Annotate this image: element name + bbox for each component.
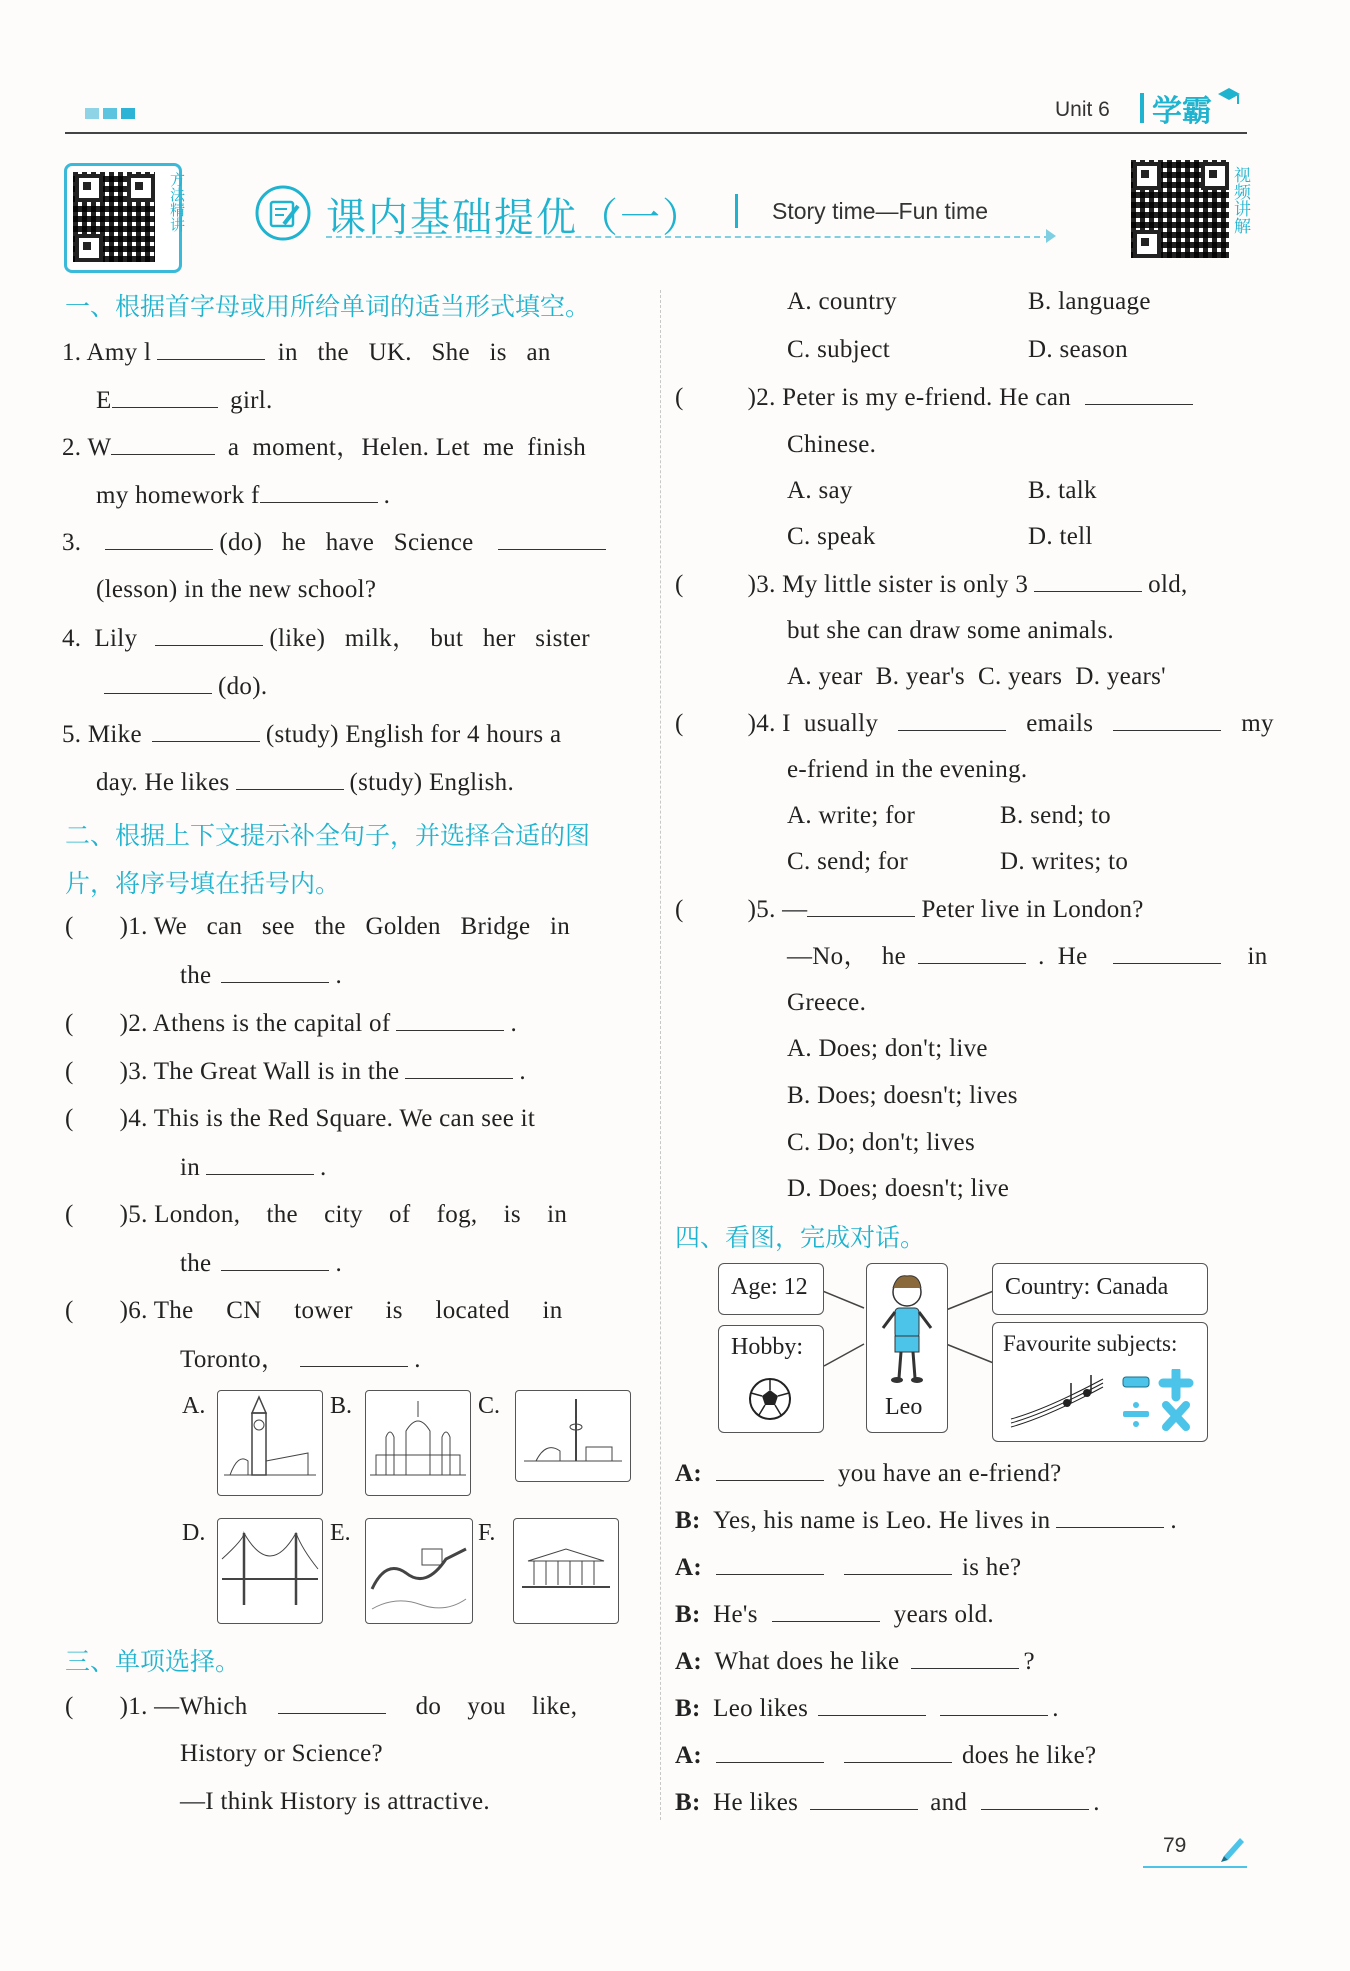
speaker-b: B: bbox=[675, 1507, 701, 1534]
subjects-text: Favourite subjects: bbox=[1003, 1331, 1178, 1356]
s1-q3-blank2[interactable] bbox=[498, 527, 606, 550]
s3-q3-blank[interactable] bbox=[1034, 569, 1142, 592]
great-wall-picture[interactable] bbox=[365, 1518, 473, 1624]
dialog-4-text-b: years old. bbox=[893, 1601, 994, 1628]
dialog-6-blank2[interactable] bbox=[940, 1693, 1048, 1716]
grad-cap-icon bbox=[1216, 86, 1242, 108]
s3-q5-line3: Greece. bbox=[787, 989, 867, 1016]
pencil-icon bbox=[1218, 1832, 1248, 1862]
parthenon-icon bbox=[514, 1519, 618, 1623]
dialog-6-text: Leo likes bbox=[713, 1695, 809, 1722]
s1-q5-blank2[interactable] bbox=[236, 767, 344, 790]
dialog-4-text-a: He's bbox=[713, 1601, 758, 1628]
sec3-title: 三、单项选择。 bbox=[65, 1647, 241, 1676]
s3-q4-blank2[interactable] bbox=[1113, 708, 1221, 731]
s3-q2-opt-b: B. talk bbox=[1028, 477, 1097, 504]
s3-q5-bracket[interactable]: ( bbox=[675, 896, 684, 923]
dialog-8-text-a: He likes bbox=[713, 1789, 799, 1816]
s1-q1-blank1[interactable] bbox=[157, 337, 265, 360]
s1-q1-blank2[interactable] bbox=[112, 385, 218, 408]
s2-q5-text-b: the bbox=[180, 1250, 212, 1277]
s3-q5-line1 bbox=[675, 894, 1144, 925]
s3-q3-text-b: old, bbox=[1148, 571, 1188, 598]
s3-q3-line2: but she can draw some animals. bbox=[787, 617, 1114, 644]
s1-q2-text-c: my homework f bbox=[96, 482, 260, 509]
section-title: 课内基础提优（一） bbox=[326, 195, 704, 241]
s2-q6-text-c: . bbox=[414, 1346, 421, 1373]
s3-q1-opt-c: C. subject bbox=[787, 336, 890, 363]
s1-q2-blank2[interactable] bbox=[260, 480, 378, 503]
s3-q5-text-c: —No， he bbox=[787, 943, 907, 970]
sec4-title: 四、看图，完成对话。 bbox=[675, 1223, 926, 1252]
unit-label: Unit 6 bbox=[1055, 98, 1110, 121]
dialog-6-end: . bbox=[1052, 1695, 1059, 1722]
s3-q5-text-b: Peter live in London? bbox=[921, 896, 1144, 923]
kremlin-picture[interactable] bbox=[365, 1390, 471, 1496]
s3-q5-blank2[interactable] bbox=[918, 941, 1026, 964]
s3-q5-blank3[interactable] bbox=[1113, 941, 1221, 964]
cn-tower-icon bbox=[516, 1391, 630, 1481]
s2-q6-text-b: Toronto， bbox=[180, 1346, 287, 1373]
dialog-4-blank[interactable] bbox=[772, 1599, 880, 1622]
s2-q3-end: . bbox=[519, 1058, 526, 1085]
s2-q3-blank[interactable] bbox=[405, 1056, 513, 1079]
s3-q2-opt-c: C. speak bbox=[787, 523, 876, 550]
speaker-a: A: bbox=[675, 1648, 702, 1675]
s1-q5-line2 bbox=[96, 767, 514, 798]
dialog-8-blank1[interactable] bbox=[810, 1787, 918, 1810]
dialog-line-1 bbox=[675, 1458, 1062, 1489]
s2-q4-blank[interactable] bbox=[206, 1152, 314, 1175]
s2-q6-line1 bbox=[65, 1296, 563, 1326]
s3-q4-line1 bbox=[675, 708, 1274, 739]
s2-q6-text-a: )6. The CN tower is located in bbox=[119, 1297, 563, 1324]
dialog-line-4 bbox=[675, 1599, 994, 1630]
s3-q2-opt-d: D. tell bbox=[1028, 523, 1093, 550]
s3-q4-bracket[interactable]: ( bbox=[675, 710, 684, 737]
speaker-b: B: bbox=[675, 1601, 701, 1628]
s1-q2-text-b: a moment，Helen. Let me finish bbox=[227, 434, 587, 461]
right-qr-frame bbox=[1131, 160, 1229, 258]
dialog-5-blank[interactable] bbox=[911, 1646, 1019, 1669]
s1-q3-text-c: (lesson) in the new school? bbox=[96, 576, 377, 603]
s2-q4-line2 bbox=[180, 1152, 327, 1183]
s3-q4-text-c: my bbox=[1241, 710, 1274, 737]
s2-q5-blank[interactable] bbox=[221, 1248, 329, 1271]
sec2-title-line1: 二、根据上下文提示补全句子，并选择合适的图 bbox=[65, 821, 591, 850]
s2-q1-line2 bbox=[180, 960, 342, 991]
title-dashed-rule bbox=[326, 236, 1050, 238]
s3-q4-opt-b: B. send; to bbox=[1000, 802, 1111, 829]
s3-q5-opt-c: C. Do; don't; lives bbox=[787, 1129, 975, 1156]
dialog-7-text: does he like? bbox=[961, 1742, 1097, 1769]
pic-label-e: E. bbox=[330, 1520, 351, 1546]
dialog-8-text-b: and bbox=[930, 1789, 968, 1816]
hobby-text: Hobby: bbox=[731, 1334, 803, 1360]
great-wall-icon bbox=[366, 1519, 472, 1623]
s2-q1-line1 bbox=[65, 912, 570, 942]
left-qr-label: 方法精讲 bbox=[168, 172, 185, 232]
dialog-5-end: ? bbox=[1023, 1648, 1035, 1675]
s3-q3-opts: A. year B. year's C. years D. years' bbox=[787, 663, 1166, 690]
s1-q1-text-c: E bbox=[96, 387, 112, 414]
dialog-7-blank1[interactable] bbox=[716, 1740, 824, 1763]
s1-q4-blank1[interactable] bbox=[155, 623, 263, 646]
speaker-b: B: bbox=[675, 1695, 701, 1722]
s2-q5-text-a: )5. London, the city of fog, is in bbox=[119, 1201, 568, 1228]
age-box bbox=[718, 1263, 824, 1315]
speaker-b: B: bbox=[675, 1789, 701, 1816]
music-notes-icon bbox=[1007, 1369, 1107, 1431]
big-ben-picture[interactable] bbox=[217, 1390, 323, 1496]
page-number: 79 bbox=[1163, 1834, 1187, 1857]
s2-q1-text-c: . bbox=[335, 962, 343, 989]
cn-tower-picture[interactable] bbox=[515, 1390, 631, 1482]
dialog-2-end: . bbox=[1170, 1507, 1177, 1534]
s3-q1-opt-a: A. country bbox=[787, 288, 897, 315]
s3-q5-blank1[interactable] bbox=[807, 894, 915, 917]
s2-q5-text-c: . bbox=[335, 1250, 343, 1277]
s1-q3-text-a: 3. bbox=[62, 529, 82, 556]
golden-gate-picture[interactable] bbox=[217, 1518, 323, 1624]
s1-q5-text-d: (study) English. bbox=[349, 769, 515, 796]
s2-q4-bracket[interactable]: ( bbox=[65, 1105, 74, 1132]
s3-q2-line1 bbox=[675, 382, 1199, 413]
s2-q1-bracket[interactable]: ( bbox=[65, 913, 74, 940]
dialog-5-text: What does he like bbox=[714, 1648, 900, 1675]
s3-q4-text-a: )4. I usually bbox=[747, 710, 879, 737]
country-box bbox=[992, 1263, 1208, 1315]
s2-q6-bracket[interactable]: ( bbox=[65, 1297, 74, 1324]
s2-q5-line1 bbox=[65, 1200, 567, 1230]
s1-q5-blank1[interactable] bbox=[152, 719, 260, 742]
title-divider bbox=[735, 194, 738, 228]
s3-q2-bracket[interactable]: ( bbox=[675, 384, 684, 411]
pic-label-b: B. bbox=[330, 1393, 353, 1419]
s2-q1-blank[interactable] bbox=[221, 960, 329, 983]
s2-q1-text-b: the bbox=[180, 962, 212, 989]
dialog-line-8 bbox=[675, 1787, 1100, 1818]
s3-q5-text-d: . He bbox=[1038, 943, 1088, 970]
s2-q2-bracket[interactable]: ( bbox=[65, 1010, 74, 1037]
subjects-box bbox=[992, 1322, 1208, 1442]
dialog-6-blank1[interactable] bbox=[818, 1693, 926, 1716]
s3-q3-text-a: )3. My little sister is only 3 bbox=[747, 571, 1029, 598]
s2-q6-blank[interactable] bbox=[300, 1344, 408, 1367]
s1-q1-text-a: 1. Amy l bbox=[62, 339, 152, 366]
dialog-1-text: you have an e-friend? bbox=[837, 1460, 1062, 1487]
s2-q4-line1 bbox=[65, 1104, 535, 1134]
dialog-2-blank[interactable] bbox=[1056, 1505, 1164, 1528]
right-qr-label: 视频讲解 bbox=[1231, 166, 1250, 234]
bridge-icon bbox=[218, 1519, 322, 1623]
s1-q3-line2 bbox=[96, 575, 376, 605]
sec1-title: 一、根据首字母或用所给单词的适当形式填空。 bbox=[65, 292, 591, 321]
dialog-3-blank1[interactable] bbox=[716, 1552, 824, 1575]
s1-q4-text-c: (do). bbox=[218, 673, 268, 700]
pic-label-d: D. bbox=[182, 1520, 206, 1546]
s3-q1-blank[interactable] bbox=[278, 1691, 386, 1714]
s2-q1-text-a: )1. We can see the Golden Bridge in bbox=[119, 913, 571, 940]
age-text: Age: 12 bbox=[731, 1274, 808, 1300]
speaker-a: A: bbox=[675, 1554, 702, 1581]
dialog-line-7 bbox=[675, 1740, 1096, 1771]
s3-q1-opt-d: D. season bbox=[1028, 336, 1128, 363]
football-icon bbox=[747, 1376, 793, 1422]
dialog-8-end: . bbox=[1093, 1789, 1100, 1816]
dialog-1-blank[interactable] bbox=[716, 1458, 824, 1481]
s3-q4-text-b: emails bbox=[1026, 710, 1094, 737]
dialog-7-blank2[interactable] bbox=[844, 1740, 952, 1763]
s3-q1-line3: —I think History is attractive. bbox=[180, 1788, 490, 1815]
s1-q4-text-a: 4. Lily bbox=[62, 625, 138, 652]
brand-logo bbox=[1140, 86, 1242, 130]
s3-q3-bracket[interactable]: ( bbox=[675, 571, 684, 598]
header-rule bbox=[65, 132, 1247, 134]
s2-q2-line bbox=[65, 1008, 517, 1039]
s3-q1-text-b: do you like, bbox=[415, 1693, 578, 1720]
s3-q5-opt-a: A. Does; don't; live bbox=[787, 1035, 988, 1062]
s3-q1-line2: History or Science? bbox=[180, 1740, 383, 1767]
s3-q2-text-a: )2. Peter is my e-friend. He can bbox=[747, 384, 1072, 411]
s3-q5-text-e: in bbox=[1247, 943, 1268, 970]
s2-q2-text: )2. Athens is the capital of bbox=[119, 1010, 391, 1037]
onion-dome-icon bbox=[366, 1391, 470, 1495]
big-ben-icon bbox=[218, 1391, 322, 1495]
section-subtitle: Story time—Fun time bbox=[772, 198, 988, 224]
s1-q3-blank1[interactable] bbox=[105, 527, 213, 550]
s3-q1-line1 bbox=[65, 1691, 577, 1722]
s1-q4-line1 bbox=[62, 623, 590, 654]
s3-q4-blank1[interactable] bbox=[898, 708, 1006, 731]
s1-q2-text-a: 2. W bbox=[62, 434, 112, 461]
s1-q4-text-b: (like) milk， but her sister bbox=[269, 625, 590, 652]
s1-q5-text-a: 5. Mike bbox=[62, 721, 142, 748]
s3-q5-line2 bbox=[787, 941, 1268, 972]
pic-label-c: C. bbox=[478, 1393, 501, 1419]
column-divider bbox=[660, 290, 662, 1820]
dialog-line-2 bbox=[675, 1505, 1177, 1536]
leo-box bbox=[866, 1263, 948, 1433]
s3-q2-line2: Chinese. bbox=[787, 431, 877, 458]
s3-q3-line1 bbox=[675, 569, 1188, 600]
s1-q1-line2 bbox=[96, 385, 273, 416]
s2-q2-end: . bbox=[510, 1010, 518, 1037]
pencil-circle-icon bbox=[254, 184, 312, 242]
dialog-2-text: Yes, his name is Leo. He lives in bbox=[713, 1507, 1051, 1534]
s2-q4-text-c: . bbox=[320, 1154, 327, 1181]
s1-q4-blank2[interactable] bbox=[104, 671, 212, 694]
footer-rule bbox=[1143, 1866, 1247, 1868]
math-symbols-icon bbox=[1119, 1369, 1195, 1435]
s1-q4-line2 bbox=[104, 671, 267, 702]
s1-q3-text-b: (do) he have Science bbox=[219, 529, 474, 556]
s2-q6-line2 bbox=[180, 1344, 421, 1375]
pic-label-a: A. bbox=[182, 1393, 206, 1419]
s3-q2-blank[interactable] bbox=[1085, 382, 1193, 405]
s2-q5-line2 bbox=[180, 1248, 342, 1279]
s1-q1-line1 bbox=[62, 337, 551, 368]
s3-q1-opt-b: B. language bbox=[1028, 288, 1151, 315]
dialog-line-5 bbox=[675, 1646, 1035, 1677]
parthenon-picture[interactable] bbox=[513, 1518, 619, 1624]
speaker-a: A: bbox=[675, 1742, 702, 1769]
boy-icon bbox=[875, 1270, 939, 1388]
s1-q2-line1 bbox=[62, 432, 586, 463]
s1-q5-line1 bbox=[62, 719, 561, 750]
s2-q3-bracket[interactable]: ( bbox=[65, 1058, 74, 1085]
header-deco bbox=[85, 106, 135, 124]
s3-q4-line2: e-friend in the evening. bbox=[787, 756, 1028, 783]
s2-q3-line bbox=[65, 1056, 526, 1087]
s2-q4-text-b: in bbox=[180, 1154, 201, 1181]
s3-q2-opt-a: A. say bbox=[787, 477, 853, 504]
dialog-line-6 bbox=[675, 1693, 1059, 1724]
dialog-3-text: is he? bbox=[961, 1554, 1022, 1581]
dialog-3-blank2[interactable] bbox=[844, 1552, 952, 1575]
s3-q5-text-a: )5. — bbox=[747, 896, 808, 923]
s3-q5-opt-d: D. Does; doesn't; live bbox=[787, 1175, 1010, 1202]
s2-q4-text-a: )4. This is the Red Square. We can see it bbox=[119, 1105, 536, 1132]
hobby-box bbox=[718, 1325, 824, 1433]
s2-q2-blank[interactable] bbox=[396, 1008, 504, 1031]
s3-q1-bracket[interactable]: ( bbox=[65, 1693, 74, 1720]
leo-name: Leo bbox=[885, 1394, 923, 1420]
s1-q1-text-d: girl. bbox=[230, 387, 273, 414]
s1-q2-blank1[interactable] bbox=[111, 432, 215, 455]
s3-q4-opt-d: D. writes; to bbox=[1000, 848, 1129, 875]
dialog-8-blank2[interactable] bbox=[981, 1787, 1089, 1810]
speaker-a: A: bbox=[675, 1460, 702, 1487]
s3-q1-text-a: )1. —Which bbox=[119, 1693, 248, 1720]
sec2-title-line2: 片，将序号填在括号内。 bbox=[65, 869, 341, 898]
s2-q3-text: )3. The Great Wall is in the bbox=[119, 1058, 400, 1085]
s3-q4-opt-c: C. send; for bbox=[787, 848, 908, 875]
dialog-line-3 bbox=[675, 1552, 1021, 1583]
s2-q5-bracket[interactable]: ( bbox=[65, 1201, 74, 1228]
s1-q2-text-d: . bbox=[383, 482, 391, 509]
s1-q5-text-b: (study) English for 4 hours a bbox=[265, 721, 562, 748]
country-text: Country: Canada bbox=[1005, 1274, 1169, 1300]
s1-q5-text-c: day. He likes bbox=[96, 769, 230, 796]
brand-text: 学霸 bbox=[1152, 94, 1212, 129]
s3-q5-opt-b: B. Does; doesn't; lives bbox=[787, 1082, 1018, 1109]
pic-label-f: F. bbox=[478, 1520, 496, 1546]
left-qr-frame bbox=[64, 163, 182, 273]
s3-q4-opt-a: A. write; for bbox=[787, 802, 916, 829]
s1-q3-line1 bbox=[62, 527, 612, 558]
s1-q1-text-b: in the UK. She is an bbox=[277, 339, 551, 366]
s1-q2-line2 bbox=[96, 480, 390, 511]
